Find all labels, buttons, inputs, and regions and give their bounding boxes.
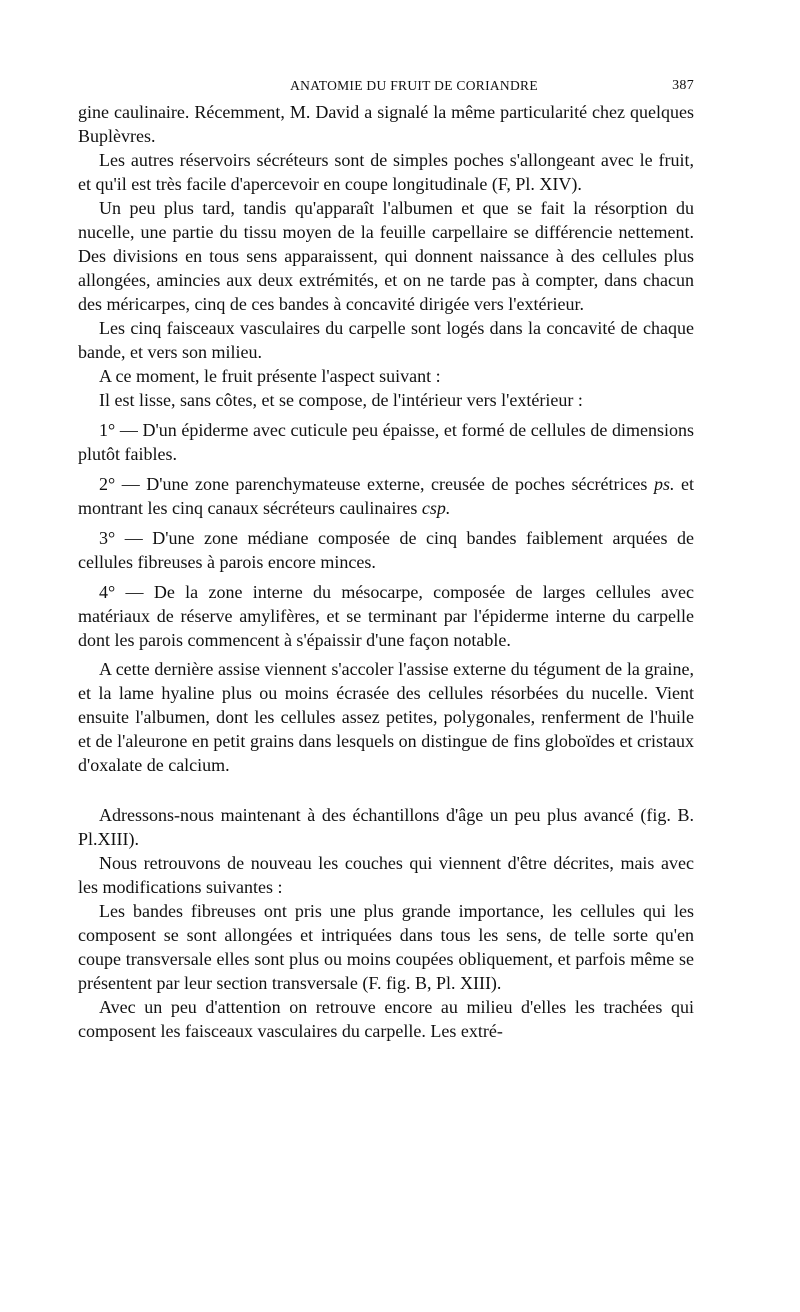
list-item-text: et montrant les cinq canaux sécréteurs caulinaires [78, 474, 694, 518]
body-text [78, 100, 694, 1043]
running-header [78, 70, 694, 100]
running-title: ANATOMIE DU FRUIT DE CORIANDRE [290, 78, 538, 93]
paragraph: gine caulinaire. Récemment, M. David a signalé la même particularité chez quelques Buplèvres. [78, 102, 694, 146]
paragraph: Les cinq faisceaux vasculaires du carpelle sont logés dans la concavité de chaque bande, et vers son milieu. [78, 318, 694, 362]
list-item: 1° — D'un épiderme avec cuticule peu épaisse, et formé de cellules de dimensions plutôt faibles. [78, 420, 694, 464]
paragraph: Il est lisse, sans côtes, et se compose, de l'intérieur vers l'extérieur : [99, 390, 583, 410]
paragraph: Un peu plus tard, tandis qu'apparaît l'albumen et que se fait la résorption du nucelle, une partie du tissu moyen de la feuille carpellaire se différencie nettement. Des divisions en tous sens apparaissent, qui donnent naissance à des cellules plus allongées, amincies aux deux extrémités, et on ne tarde pas à compter, dans chacun des méricarpes, cinq de ces bandes à concavité dirigée vers l'extérieur. [78, 198, 694, 314]
abbreviation-csp: csp. [421, 498, 451, 518]
paragraph: A ce moment, le fruit présente l'aspect suivant : [99, 366, 441, 386]
paragraph: Adressons-nous maintenant à des échantillons d'âge un peu plus avancé (fig. B. Pl.XIII). [78, 805, 694, 849]
list-item-text: 2° — D'une zone parenchymateuse externe, creusée de poches sécrétrices [99, 474, 654, 494]
abbreviation-ps: ps. [653, 474, 675, 494]
paragraph: Les bandes fibreuses ont pris une plus grande importance, les cellules qui les composent se sont allongées et intriquées dans tous les sens, de telle sorte qu'en coupe transversale elles sont plus ou moins coupées obliquement, et parfois même se présentent par leur section transversale (F. fig. B, Pl. XIII). [78, 901, 694, 993]
list-item [78, 472, 694, 520]
paragraph: A cette dernière assise viennent s'accoler l'assise externe du tégument de la graine, et la lame hyaline plus ou moins écrasée des cellules résorbées du nucelle. Vient ensuite l'albumen, dont les cellules assez petites, polygonales, renferment de l'huile et de l'aleurone en petit grains dans lesquels on distingue de fins globoïdes et cristaux d'oxalate de calcium. [78, 659, 694, 775]
list-item: 3° — D'une zone médiane composée de cinq bandes faiblement arquées de cellules fibreuses à parois encore minces. [78, 528, 694, 572]
paragraph: Nous retrouvons de nouveau les couches qui viennent d'être décrites, mais avec les modifications suivantes : [78, 853, 694, 897]
paragraph: Les autres réservoirs sécréteurs sont de simples poches s'allongeant avec le fruit, et qu'il est très facile d'apercevoir en coupe longitudinale (F, Pl. XIV). [78, 150, 694, 194]
book-page [78, 70, 694, 1043]
paragraph: Avec un peu d'attention on retrouve encore au milieu d'elles les trachées qui composent les faisceaux vasculaires du carpelle. Les extré- [78, 997, 694, 1041]
page-number: 387 [672, 78, 694, 93]
list-item: 4° — De la zone interne du mésocarpe, composée de larges cellules avec matériaux de réserve amylifères, et se terminant par l'épiderme interne du carpelle dont les parois commencent à s'épaissir d'une façon notable. [78, 582, 694, 650]
